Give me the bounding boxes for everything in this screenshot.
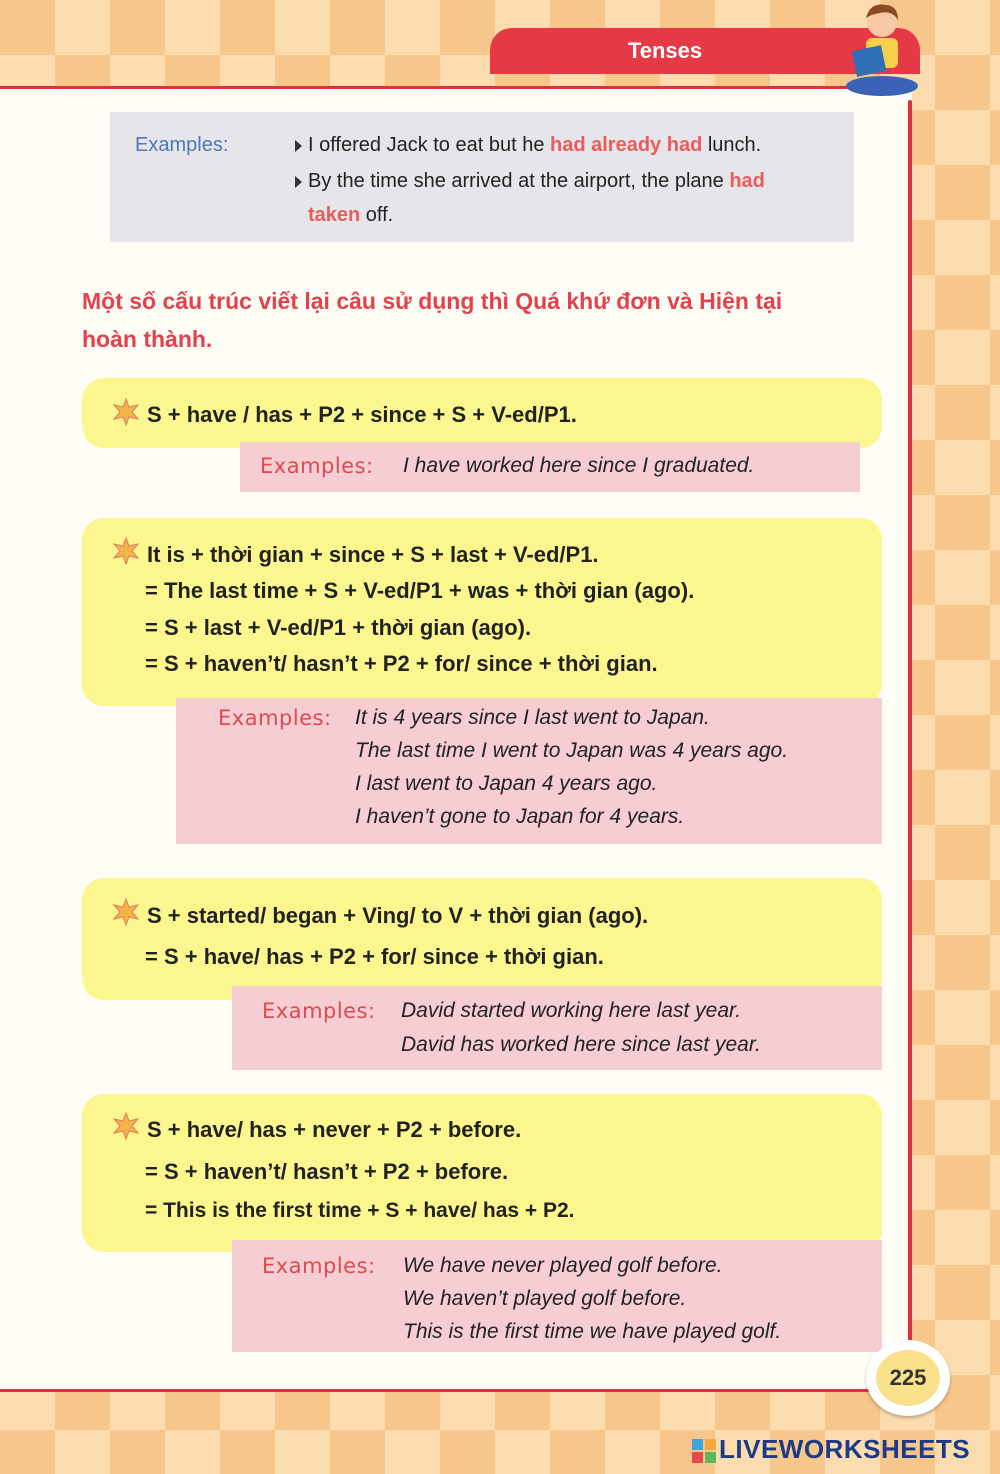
example-line [308, 204, 393, 227]
star-icon [112, 1112, 140, 1140]
rule-line: = This is the first time + S + have/ has + P2. [145, 1199, 575, 1222]
example-text: off. [360, 204, 394, 226]
example-line: David has worked here since last year. [401, 1033, 761, 1056]
rule-line: It is + thời gian + since + S + last + V-ed/P1. [147, 542, 599, 567]
examples-label: Examples: [262, 999, 376, 1023]
rule-line: = The last time + S + V-ed/P1 + was + thời gian (ago). [145, 578, 695, 603]
rule-line: = S + haven’t/ hasn’t + P2 + for/ since + thời gian. [145, 651, 658, 676]
example-line: I haven’t gone to Japan for 4 years. [355, 805, 685, 828]
star-icon [112, 398, 140, 426]
star-icon [112, 537, 140, 565]
rule-line: = S + haven’t/ hasn’t + P2 + before. [145, 1159, 509, 1184]
heading-line: Một số cấu trúc viết lại câu sử dụng thì Quá khứ đơn và Hiện tại [82, 288, 783, 314]
bullet-triangle-icon [295, 176, 302, 188]
example-line: This is the first time we have played golf. [403, 1320, 782, 1343]
rule-line: = S + have/ has + P2 + for/ since + thời gian. [145, 944, 604, 969]
examples-label: Examples: [262, 1254, 376, 1278]
examples-label: Examples: [135, 134, 229, 156]
examples-label: Examples: [260, 454, 374, 478]
section-heading [82, 282, 892, 358]
page-number-badge [866, 1340, 950, 1416]
highlighted-text: taken [308, 204, 361, 226]
example-text: By the time she arrived at the airport, the plane [308, 170, 730, 192]
rule-box [82, 878, 882, 1000]
example-text: lunch. [702, 134, 762, 156]
example-text: I offered Jack to eat but he [308, 134, 551, 156]
examples-label: Examples: [218, 706, 332, 730]
bullet-triangle-icon [295, 140, 302, 152]
liveworksheets-logo-icon [692, 1439, 716, 1463]
watermark-text: LIVEWORKSHEETS [719, 1434, 971, 1464]
example-line: It is 4 years since I last went to Japan. [355, 706, 710, 729]
rule-line: S + have/ has + never + P2 + before. [147, 1117, 522, 1142]
page-number: 225 [876, 1350, 940, 1406]
example-line: I have worked here since I graduated. [403, 454, 755, 477]
example-line: I last went to Japan 4 years ago. [355, 772, 658, 795]
example-line: The last time I went to Japan was 4 years ago. [355, 739, 789, 762]
rule-line: = S + last + V-ed/P1 + thời gian (ago). [145, 615, 532, 640]
top-examples-box [110, 112, 854, 242]
example-line: We have never played golf before. [403, 1254, 723, 1277]
liveworksheets-watermark[interactable] [692, 1434, 970, 1465]
header-title: Tenses [627, 38, 703, 63]
example-line: David started working here last year. [401, 999, 742, 1022]
highlighted-text: had already had [550, 134, 703, 156]
rule-line: S + started/ began + Ving/ to V + thời gian (ago). [147, 903, 649, 928]
reading-boy-icon [836, 0, 926, 100]
example-line: We haven’t played golf before. [403, 1287, 687, 1310]
heading-line: hoàn thành. [82, 326, 213, 352]
highlighted-text: had [729, 170, 765, 192]
star-icon [112, 898, 140, 926]
page-border-right [908, 100, 912, 1380]
example-line [295, 134, 761, 157]
example-line [295, 170, 765, 193]
rule-line: S + have / has + P2 + since + S + V-ed/P1. [147, 402, 577, 427]
